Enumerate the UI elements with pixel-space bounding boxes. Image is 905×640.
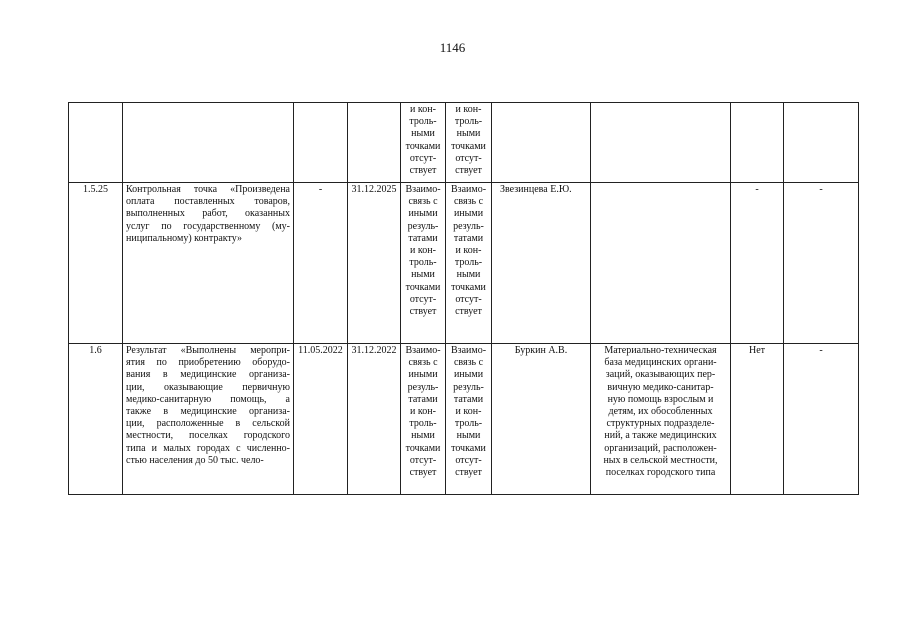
cell-line: ными: [456, 430, 481, 442]
cell-line: ствует: [409, 165, 437, 177]
cell-line: ными: [411, 128, 435, 140]
cell-line: татами: [453, 393, 484, 405]
cell-line: татами: [408, 232, 438, 244]
end-date-cell: 31.12.2022: [348, 344, 401, 495]
cell-line: вания в медицинские организа-: [126, 369, 290, 381]
cell-line: иными: [408, 369, 438, 381]
cell-line: ниципальному) контракту»: [126, 232, 243, 244]
note-cell: -: [784, 344, 859, 495]
cell-line: заций, оказывающих пер-: [605, 369, 716, 381]
relation-cell: [401, 344, 446, 495]
cell-line: троль-: [454, 116, 483, 128]
cell-line: Взаимо-: [450, 345, 487, 356]
result-cell: [591, 344, 731, 495]
cell-line: иными: [453, 369, 484, 381]
cell-line: ствует: [455, 165, 482, 177]
start-date-cell: [294, 103, 348, 183]
cell-line: точками: [405, 281, 441, 293]
cell-line: ствует: [409, 467, 437, 479]
row-title-cell: [123, 183, 294, 344]
cell-line: оплата поставленных товаров,: [126, 196, 290, 208]
result-cell: [591, 103, 731, 183]
cell-line: и кон-: [410, 245, 436, 257]
start-date-cell: 11.05.2022: [294, 344, 348, 495]
flag-cell: Нет: [731, 344, 784, 495]
cell-line: типа и малых городах с численно-: [126, 442, 290, 454]
cell-line: иными: [408, 208, 438, 220]
relation-cell: [401, 183, 446, 344]
cell-line: иными: [453, 208, 484, 220]
cell-line: вичную медико-санитар-: [607, 381, 714, 393]
relation-cell: [446, 103, 492, 183]
cell-line: точками: [451, 442, 486, 454]
cell-line: резуль-: [453, 381, 484, 393]
cell-line: ными: [456, 269, 481, 281]
cell-line: ными: [411, 430, 435, 442]
cell-line: Контрольная точка «Произведена: [126, 184, 290, 195]
cell-line: отсут-: [409, 293, 437, 305]
cell-line: точками: [405, 442, 441, 454]
relation-cell: [401, 103, 446, 183]
plan-table: [68, 102, 859, 495]
cell-line: детям, их обособленных: [608, 406, 713, 418]
cell-line: отсут-: [455, 454, 482, 466]
cell-line: стью населения до 50 тыс. чело-: [126, 454, 264, 466]
result-cell: [591, 183, 731, 344]
cell-line: ными: [456, 128, 481, 140]
cell-line: отсут-: [409, 454, 437, 466]
cell-line: татами: [408, 393, 438, 405]
cell-line: медико-санитарную помощь, а: [126, 393, 290, 405]
relation-cell: [446, 344, 492, 495]
page-number: 1146: [439, 40, 466, 55]
cell-line: поселках городского типа: [605, 467, 716, 479]
cell-line: троль-: [409, 116, 437, 128]
relation-cell: [446, 183, 492, 344]
row-title-cell: [123, 103, 294, 183]
cell-line: связь с: [408, 196, 438, 208]
responsible-cell: Звезинцева Е.Ю.: [492, 183, 591, 344]
note-cell: [784, 103, 859, 183]
cell-line: и кон-: [455, 245, 482, 257]
start-date-cell: -: [294, 183, 348, 344]
note-cell: -: [784, 183, 859, 344]
cell-line: Материально-техническая: [604, 345, 717, 356]
cell-line: ными: [411, 269, 435, 281]
cell-line: точками: [405, 140, 441, 152]
cell-line: троль-: [454, 418, 483, 430]
cell-line: отсут-: [455, 152, 482, 164]
cell-line: связь с: [408, 357, 438, 369]
row-number-cell: [69, 103, 123, 183]
cell-line: ствует: [409, 306, 437, 318]
cell-line: услуг по государственному (му-: [126, 220, 290, 232]
end-date-cell: [348, 103, 401, 183]
cell-line: ции, оказывающие первичную: [126, 381, 290, 393]
cell-line: и кон-: [455, 104, 482, 115]
cell-line: Взаимо-: [450, 184, 487, 195]
cell-line: структурных подразделе-: [606, 418, 715, 430]
cell-line: организаций, расположен-: [604, 442, 717, 454]
cell-line: также в медицинские организа-: [126, 406, 290, 418]
cell-line: и кон-: [410, 406, 436, 418]
cell-line: троль-: [409, 257, 437, 269]
cell-line: база медицинских органи-: [604, 357, 717, 369]
cell-line: ную помощь взрослым и: [607, 393, 714, 405]
cell-line: связь с: [453, 196, 484, 208]
cell-line: Результат «Выполнены меропри-: [126, 345, 290, 356]
cell-line: ции, расположенные в сельской: [126, 418, 290, 430]
table-row: [69, 103, 859, 183]
cell-line: и кон-: [455, 406, 482, 418]
cell-line: Взаимо-: [405, 184, 441, 195]
cell-line: отсут-: [455, 293, 482, 305]
cell-line: точками: [451, 140, 486, 152]
responsible-cell: [492, 103, 591, 183]
cell-line: ствует: [455, 306, 482, 318]
cell-line: татами: [453, 232, 484, 244]
responsible-cell: Буркин А.В.: [492, 344, 591, 495]
cell-line: ний, а также медицинских: [604, 430, 717, 442]
cell-line: резуль-: [407, 220, 439, 232]
cell-line: выполненных работ, оказанных: [126, 208, 290, 220]
cell-line: и кон-: [410, 104, 436, 115]
cell-line: троль-: [454, 257, 483, 269]
cell-line: отсут-: [409, 152, 437, 164]
cell-line: троль-: [409, 418, 437, 430]
cell-line: местности, поселках городского: [126, 430, 290, 442]
row-number-cell: 1.5.25: [69, 183, 123, 344]
flag-cell: -: [731, 183, 784, 344]
cell-line: точками: [451, 281, 486, 293]
cell-line: резуль-: [453, 220, 484, 232]
table-row: [69, 344, 859, 495]
row-title-cell: [123, 344, 294, 495]
flag-cell: [731, 103, 784, 183]
cell-line: резуль-: [407, 381, 439, 393]
cell-line: ных в сельской местности,: [603, 454, 718, 466]
row-number-cell: 1.6: [69, 344, 123, 495]
cell-line: ствует: [455, 467, 482, 479]
cell-line: ятия по приобретению оборудо-: [126, 357, 290, 369]
cell-line: Взаимо-: [405, 345, 441, 356]
table-row: [69, 183, 859, 344]
end-date-cell: 31.12.2025: [348, 183, 401, 344]
cell-line: связь с: [453, 357, 484, 369]
